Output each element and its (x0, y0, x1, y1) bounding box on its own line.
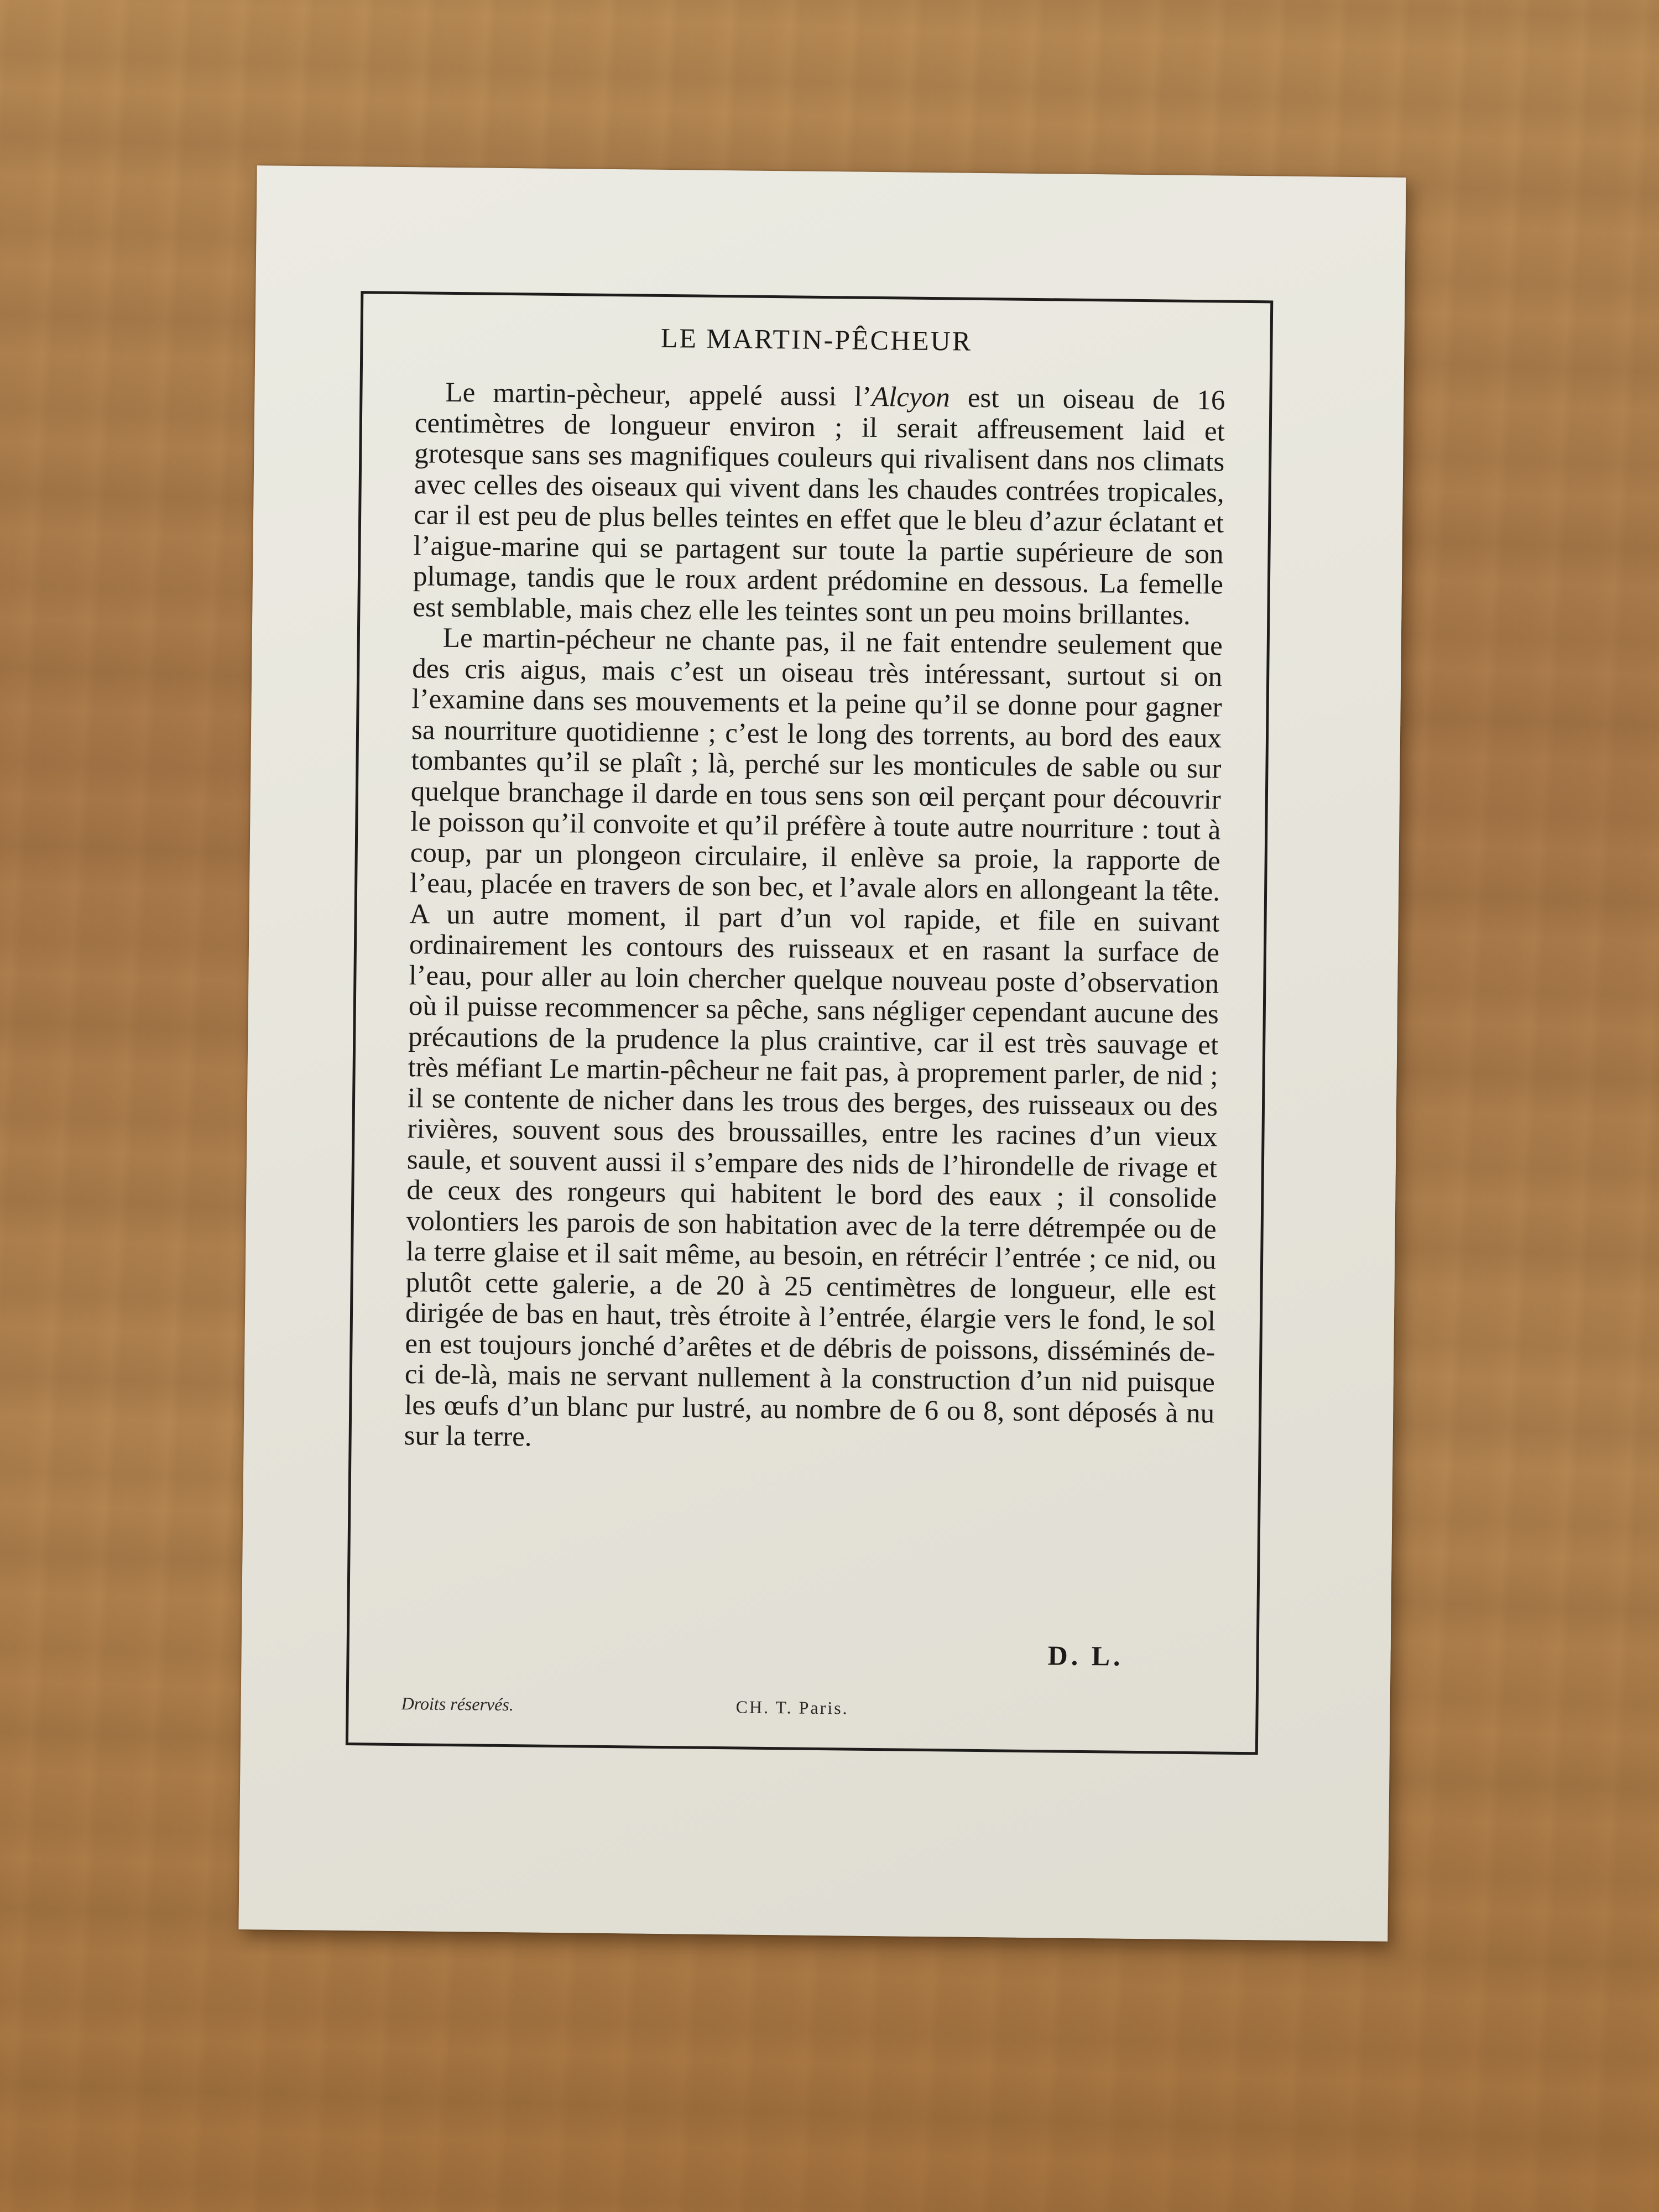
card-title: LE MARTIN-PÊCHEUR (660, 322, 973, 357)
printer-credit: CH. T. Paris. (735, 1697, 849, 1718)
paragraph-1-rest: est un oiseau de 16 centimètres de longueur environ ; il serait affreusement laid et grotesque sans ses magnifiques couleurs qui rivalisent dans nos climats avec celles des oiseaux qui vivent dans les chaudes contrées tropicales, car il est peu de plus belles teintes en effet que le bleu d’azur éclatant et l’aigue-marine qui se partagent sur toute la partie supérieure de son plumage, tandis que le roux ardent prédomine en dessous. La femelle est semblable, mais chez elle les teintes sont un peu moins brillantes. (413, 382, 1225, 631)
paragraph-2: Le martin-pécheur ne chante pas, il ne fait entendre seulement que des cris aigus, mais c’est un oiseau très intéressant, surtout si on l’examine dans ses mouvements et la peine qu’il se donne pour gagner sa nourriture quotidienne ; c’est le long des torrents, au bord des eaux tombantes qu’il se plaît ; là, perché sur les monticules de sable ou sur quelque branchage il darde en tous sens son œil perçant pour découvrir le poisson qu’il convoite et qu’il préfère à toute autre nourriture : tout à coup, par un plongeon circulaire, il enlève sa proie, la rapporte de l’eau, placée en travers de son bec, et l’avale alors en allongeant la tête. A un autre moment, il part d’un vol rapide, et file en suivant ordinairement les contours des ruisseaux et en rasant la surface de l’eau, pour aller au loin chercher quelque nouveau poste d’observation où il puisse recommencer sa pêche, sans négliger cependant aucune des précautions de la prudence la plus craintive, car il est très sauvage et très méfiant Le martin-pêcheur ne fait pas, à proprement parler, de nid ; il se contente de nicher dans les trous des berges, des ruisseaux ou des rivières, souvent sous des broussailles, entre les racines d’un vieux saule, et souvent aussi il s’empare des nids de l’hirondelle de rivage et de ceux des rongeurs qui habitent le bord des eaux ; il consolide volontiers les parois de son habitation avec de la terre détrempée ou de la terre glaise et il sait même, au besoin, en rétrécir l’entrée ; ce nid, ou plutôt cette galerie, a de 20 à 25 centimètres de longueur, elle est dirigée de bas en haut, très étroite à l’entrée, élargie vers le fond, le sol en est toujours jonché d’arêtes et de débris de poissons, disséminés de-ci de-là, mais ne servant nullement à la construction d’un nid puisque les œufs d’un blanc pur lustré, au nombre de 6 ou 8, sont déposés à nu sur la terre. (404, 622, 1223, 1453)
printed-card (238, 165, 1406, 1942)
text-frame (346, 291, 1273, 1755)
author-signature: D. L. (1047, 1640, 1124, 1672)
paragraph-1 (413, 377, 1225, 631)
article-body (404, 377, 1225, 1460)
rights-notice: Droits réservés. (401, 1693, 514, 1715)
paragraph-1-start: Le martin-pècheur, appelé aussi l’ (445, 377, 872, 413)
italic-term-alcyon: Alcyon (871, 381, 951, 414)
